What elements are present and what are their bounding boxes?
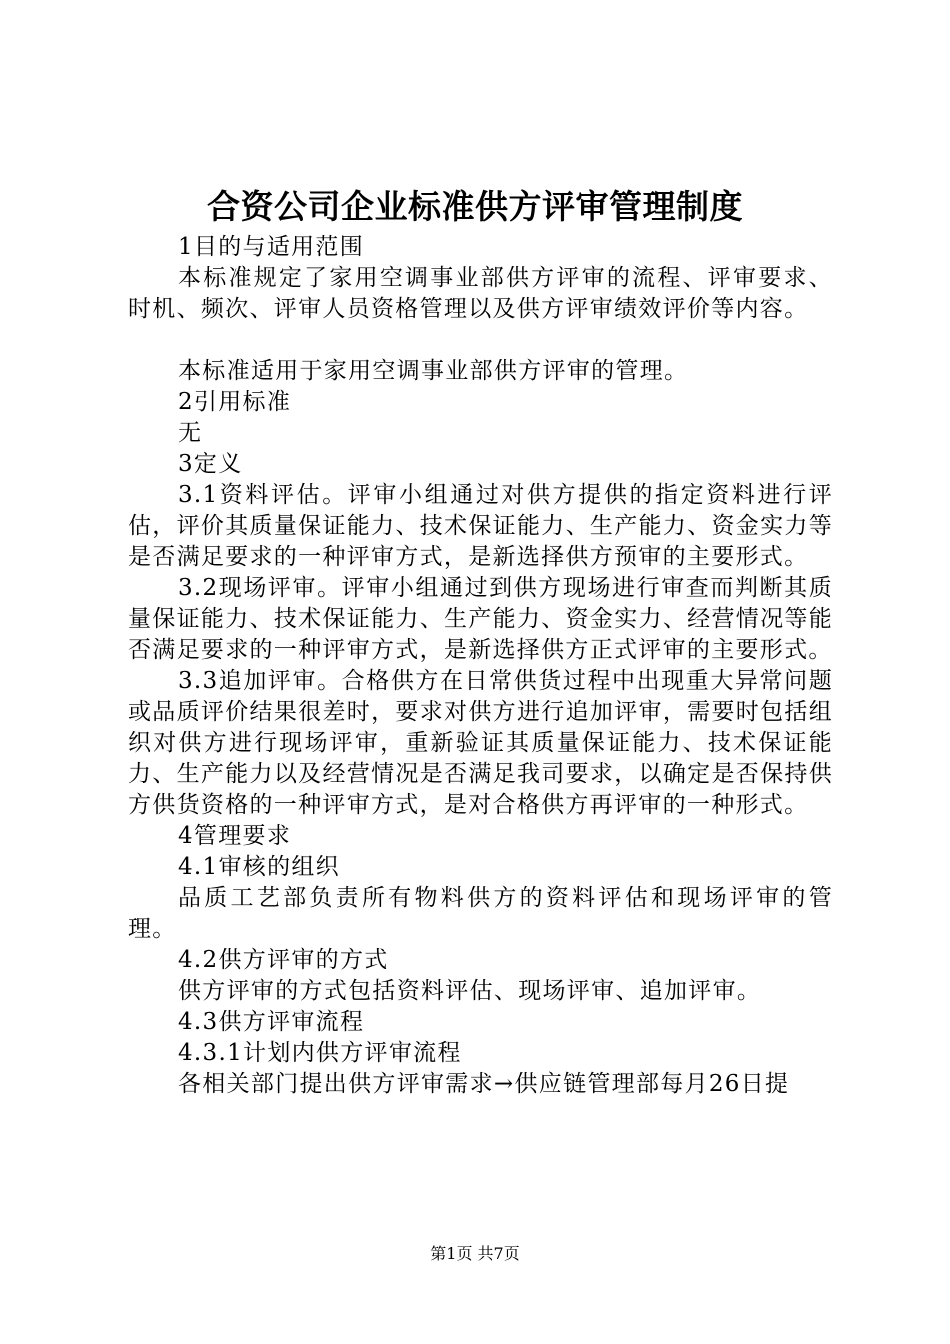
subsection-heading-4-3-1: 4.3.1计划内供方评审流程 <box>178 1040 462 1066</box>
definition-3-3: 3.3追加评审。合格供方在日常供货过程中出现重大异常问题或品质评价结果很差时，要求对供方进行追加评审，需要时包括组织对供方进行现场评审，重新验证其质量保证能力、技术保证能力、生产能力以及经营情况是否满足我司要求，以确定是否保持供方供货资格的一种评审方式，是对合格供方再评审的一种形式。 <box>128 668 833 818</box>
document-title: 合资公司企业标准供方评审管理制度 <box>207 187 743 226</box>
definition-3-1: 3.1资料评估。评审小组通过对供方提供的指定资料进行评估，评价其质量保证能力、技术保证能力、生产能力、资金实力等是否满足要求的一种评审方式，是新选择供方预审的主要形式。 <box>128 482 833 570</box>
paragraph-scope: 本标准规定了家用空调事业部供方评审的流程、评审要求、时机、频次、评审人员资格管理以及供方评审绩效评价等内容。 <box>128 265 833 322</box>
paragraph-4-2: 供方评审的方式包括资料评估、现场评审、追加评审。 <box>178 978 762 1004</box>
subsection-heading-4-1: 4.1审核的组织 <box>178 854 340 880</box>
paragraph-4-1: 品质工艺部负责所有物料供方的资料评估和现场评审的管理。 <box>128 885 833 942</box>
section-heading-3: 3定义 <box>178 451 243 477</box>
paragraph-4-3-1: 各相关部门提出供方评审需求→供应链管理部每月26日提 <box>178 1071 790 1097</box>
section-heading-2: 2引用标准 <box>178 389 292 415</box>
paragraph-none: 无 <box>178 420 203 446</box>
paragraph-applicability: 本标准适用于家用空调事业部供方评审的管理。 <box>178 358 689 384</box>
subsection-heading-4-2: 4.2供方评审的方式 <box>178 947 389 973</box>
document-body <box>128 232 833 1100</box>
definition-3-2: 3.2现场评审。评审小组通过到供方现场进行审查而判断其质量保证能力、技术保证能力、生产能力、资金实力、经营情况等能否满足要求的一种评审方式，是新选择供方正式评审的主要形式。 <box>128 575 833 663</box>
page-indicator: 第1页 共7页 <box>430 1244 520 1263</box>
subsection-heading-4-3: 4.3供方评审流程 <box>178 1009 365 1035</box>
section-heading-1: 1目的与适用范围 <box>178 234 365 260</box>
section-heading-4: 4管理要求 <box>178 823 292 849</box>
